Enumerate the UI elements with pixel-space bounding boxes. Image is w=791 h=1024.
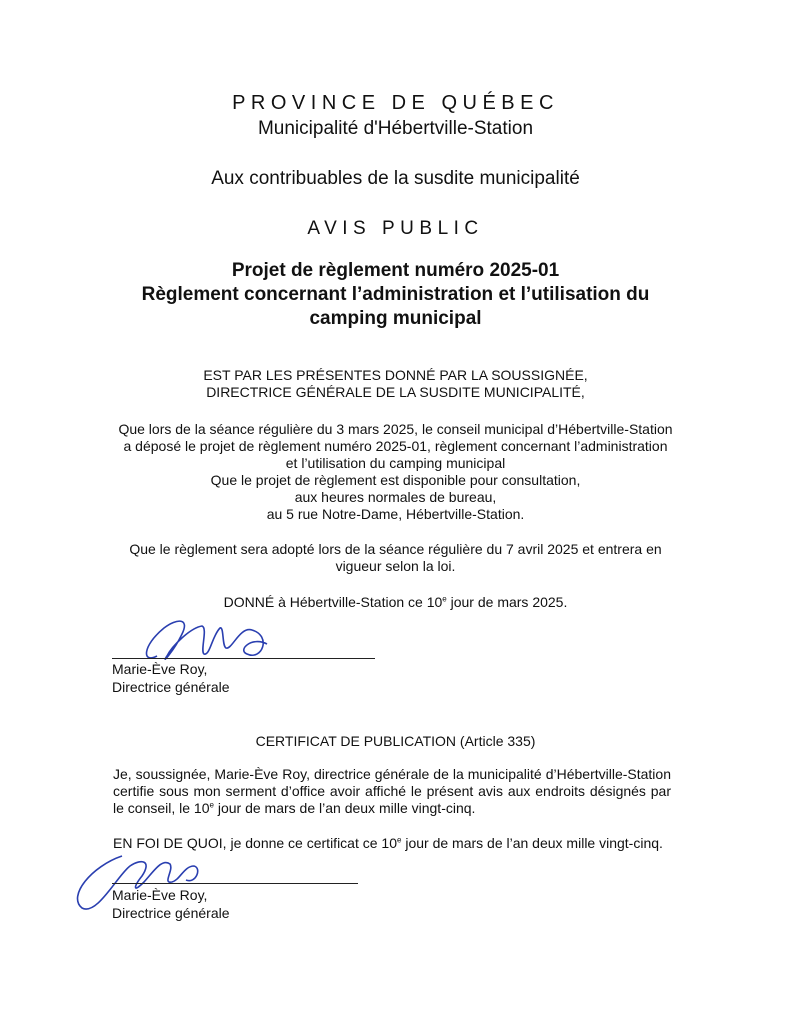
certificate-text: Je, soussignée, Marie-Ève Roy, directrice générale de la municipalité d’Hébertville-Station certifie sous mon serment d’office avoir affiché le présent avis aux endroits désignés par le conseil, le 10	[113, 766, 671, 816]
certificate-paragraph	[113, 766, 671, 817]
signature-2-name: Marie-Ève Roy,	[112, 887, 208, 903]
title-line-1: Projet de règlement numéro 2025-01	[231, 260, 560, 281]
given-superscript: e	[442, 594, 447, 604]
p2-line-2: a déposé le projet de règlement numéro 2025-01, règlement concernant l’administration	[123, 438, 668, 454]
foi-text-end: jour de mars de l’an deux mille vingt-cinq.	[401, 835, 663, 851]
p3-line-1: Que le règlement sera adopté lors de la séance régulière du 7 avril 2025 et entrera en	[129, 541, 662, 557]
audience-line: Aux contribuables de la susdite municipalité	[211, 168, 580, 189]
signature-2-image	[62, 836, 242, 916]
signature-2-line	[112, 883, 358, 884]
p2-line-4: Que le projet de règlement est disponible pour consultation,	[210, 472, 581, 488]
signature-1-role: Directrice générale	[112, 679, 230, 695]
p3-line-2: vigueur selon la loi.	[335, 558, 456, 574]
municipality-name: Municipalité d'Hébertville-Station	[257, 118, 534, 139]
title-line-2: Règlement concernant l’administration et l’utilisation du	[141, 284, 650, 305]
document-title	[0, 259, 791, 331]
p2-line-3: et l’utilisation du camping municipal	[285, 455, 506, 471]
intro-line-2: DIRECTRICE GÉNÉRALE DE LA SUSDITE MUNICIPALITÉ,	[206, 384, 585, 400]
notice-type-heading: AVIS PUBLIC	[307, 218, 484, 239]
signature-1-line	[112, 658, 375, 659]
intro-line-1: EST PAR LES PRÉSENTES DONNÉ PAR LA SOUSSIGNÉE,	[203, 367, 588, 383]
given-text-end: jour de mars 2025.	[446, 594, 568, 610]
certificate-title: CERTIFICAT DE PUBLICATION (Article 335)	[255, 733, 536, 749]
certificate-superscript: e	[209, 800, 214, 810]
p2-line-1: Que lors de la séance régulière du 3 mars 2025, le conseil municipal d’Hébertville-Station	[118, 421, 673, 437]
certificate-text-end: jour de mars de l’an deux mille vingt-cinq.	[213, 800, 476, 816]
p2-line-5: aux heures normales de bureau,	[294, 489, 497, 505]
foi-superscript: e	[397, 835, 402, 845]
title-line-3: camping municipal	[309, 308, 482, 329]
given-text: DONNÉ à Hébertville-Station ce 10	[223, 594, 443, 610]
province-heading: PROVINCE DE QUÉBEC	[232, 92, 559, 114]
intro-paragraph	[0, 367, 791, 401]
p2-line-6: au 5 rue Notre-Dame, Hébertville-Station.	[266, 506, 525, 522]
foi-text: EN FOI DE QUOI, je donne ce certificat ce 10	[113, 835, 397, 851]
signature-2-role: Directrice générale	[112, 905, 230, 921]
adoption-paragraph	[0, 541, 791, 575]
signature-1-name: Marie-Ève Roy,	[112, 661, 208, 677]
resolution-paragraph	[0, 421, 791, 523]
